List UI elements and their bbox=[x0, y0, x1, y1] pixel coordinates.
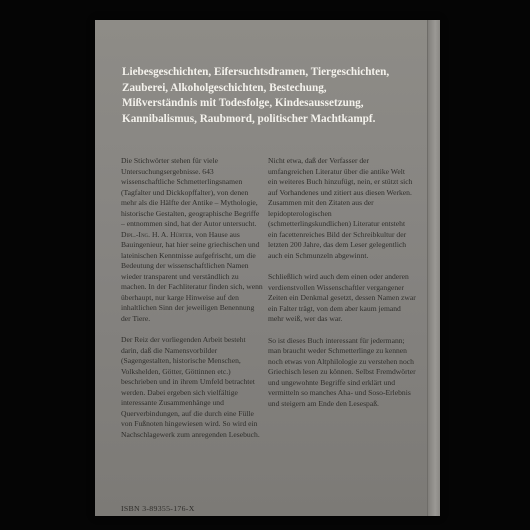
left-paragraph-1-text: Die Stichwörter stehen für viele Untersuchungsergebnisse. 643 wissenschaftliche Schmetterlingsnamen (Tagfalter und Dickkopffalter), von denen mehr als die Hälfte der Antike – Mythologie, historische Gestalten, geographische Begriffe – entnommen sind, hat der Autor untersucht. bbox=[121, 156, 260, 228]
cover-headline bbox=[122, 65, 422, 127]
right-paragraph-1: Nicht etwa, daß der Verfasser der umfangreichen Literatur über die antike Welt ein weiteres Buch hinzufügt, nein, er stützt sich auf Vorhandenes und zitiert aus diesen Werken. Zusammen mit den Zitaten aus der lepidopterologischen (schmetterlingskundlichen) Literatur entsteht ein facettenreiches Bild der Schreibkultur der letzten 200 Jahre, das dem Leser gelegentlich auch ein Schmunzeln abgewinnt. bbox=[268, 156, 413, 260]
headline-line: Kannibalismus, Raubmord, politischer Machtkampf. bbox=[122, 112, 376, 125]
right-column bbox=[268, 156, 416, 420]
spine-edge bbox=[427, 20, 440, 516]
right-paragraph-2: Schließlich wird auch dem einen oder anderen verdienstvollen Wissenschaftler vergangener Zeiten ein Denkmal gesetzt, dessen Namen zwar ein Falter trägt, von dem aber kaum jemand mehr weiß, wer das war. bbox=[268, 272, 416, 323]
author-name: Dipl.-Ing. H. A. Hürter, bbox=[121, 229, 194, 239]
isbn-label: ISBN 3-89355-176-X bbox=[121, 504, 195, 513]
right-paragraph-3: So ist dieses Buch interessant für jedermann; man braucht weder Schmetterlinge zu kennen noch etwas von Altphilologie zu verstehen noch Griechisch lesen zu können. Selbst Fremdwörter und ungewohnte Begriffe sind erklärt und vermitteln so manches Aha- und Soso-Erlebnis und steigern am Ende den Lesespaß. bbox=[268, 335, 416, 408]
left-column bbox=[121, 156, 263, 451]
headline-line: Zauberei, Alkoholgeschichten, Bestechung, bbox=[122, 81, 327, 94]
headline-line: Mißverständnis mit Todesfolge, Kindesaussetzung, bbox=[122, 97, 364, 109]
left-paragraph-1-continued: von Hause aus Bauingenieur, hat hier seine griechischen und lateinischen Kenntnisse aufgefrischt, um die Bedeutung der wissenschaftlichen Namen wieder transparent und verständlich zu machen. In der Fachliteratur finden sich, wenn überhaupt, nur karge Hinweise auf den inhaltlichen Sinn der jeweiligen Benennung der Tiere. bbox=[121, 229, 263, 323]
left-paragraph-2: Der Reiz der vorliegenden Arbeit besteht darin, daß die Namensvorbilder (Sagengestalten, historische Menschen, Volkshelden, Götter, Göttinnen etc.) beschrieben und in ihrem Umfeld betrachtet werden. Dabei ergeben sich vielfältige interessante Zusammenhänge und Querverbindungen, auf die durch eine Fülle von Fußnoten hingewiesen wird. So wird ein Nachschlagewerk zum anregenden Lesebuch. bbox=[121, 335, 260, 439]
left-paragraph-1 bbox=[121, 156, 263, 324]
book-back-cover bbox=[95, 20, 440, 516]
headline-line: Liebesgeschichten, Eifersuchtsdramen, Tiergeschichten, bbox=[122, 66, 390, 78]
